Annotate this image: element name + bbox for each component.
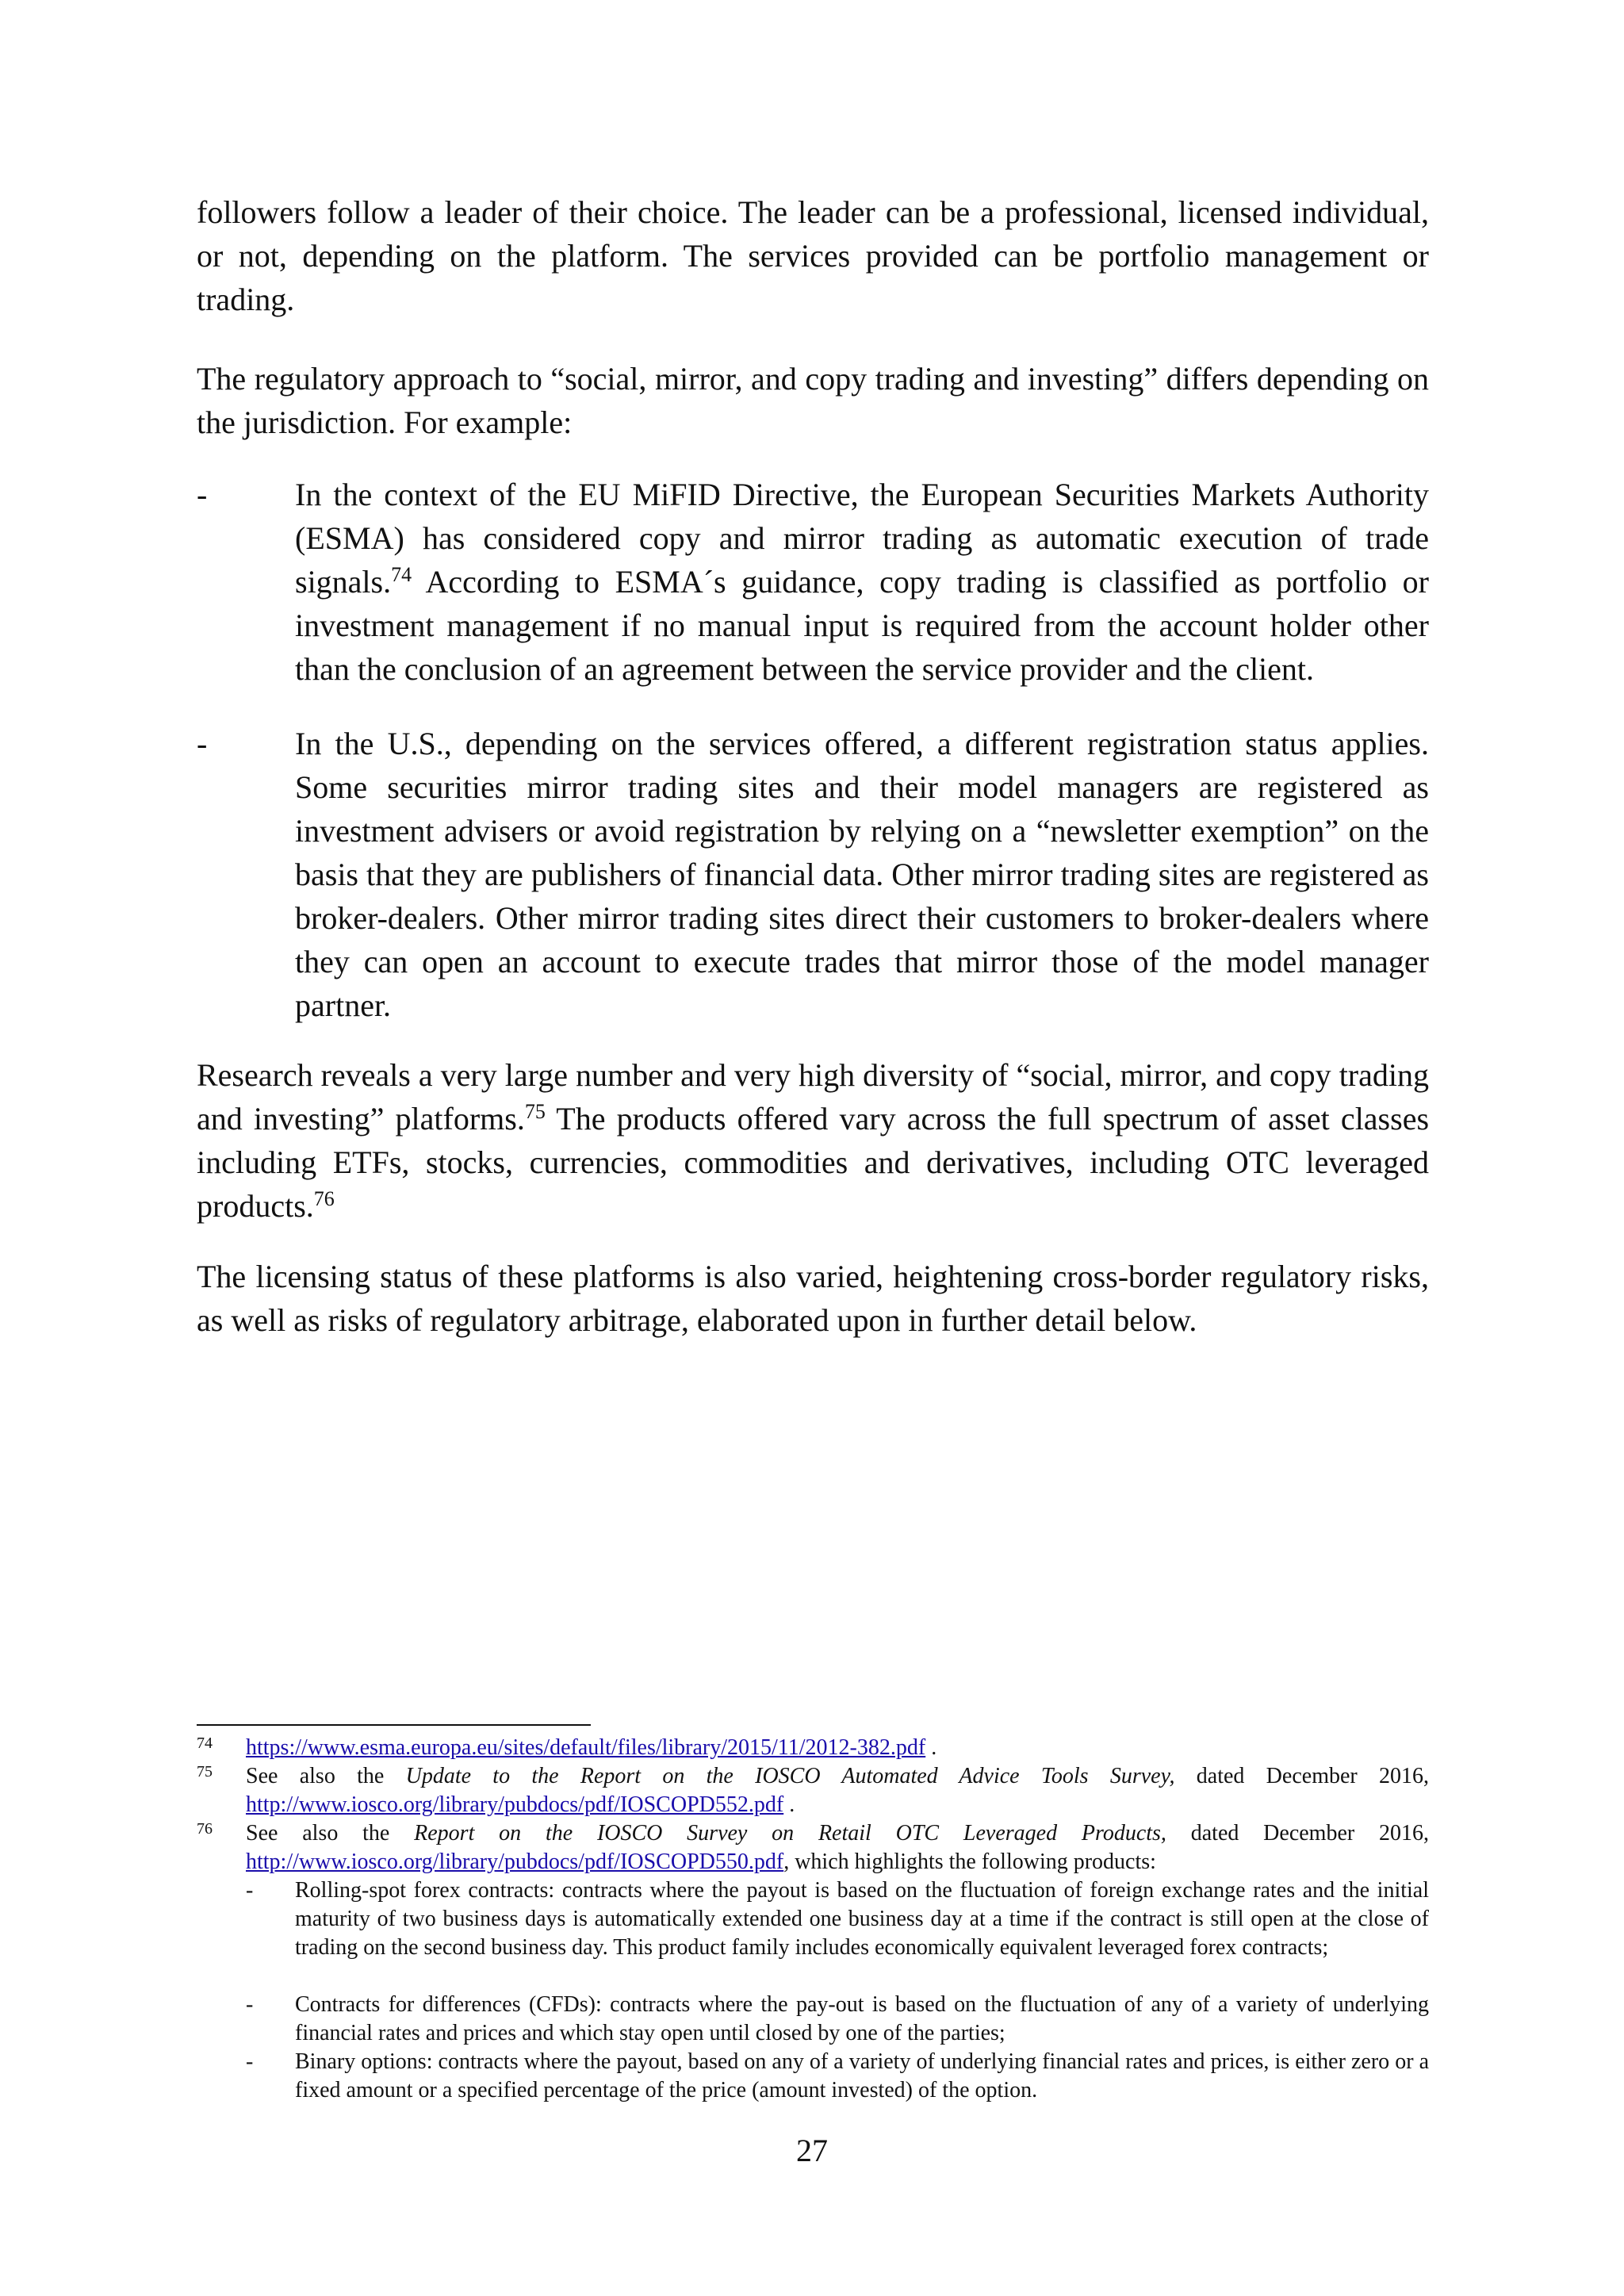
paragraph-4: The licensing status of these platforms is also varied, heightening cross-border regulatory risks, as well as risks of regulatory arbitrage, elaborated upon in further detail below.: [197, 1259, 1429, 1338]
bullet-text-eu-part2: According to ESMA´s guidance, copy trading is classified as portfolio or investment management if no manual input is required from the account holder other than the conclusion of an agreement between the service provider and the client.: [295, 564, 1429, 687]
footnote-tail: .: [783, 1792, 795, 1817]
footnote-number: 76: [197, 1820, 213, 1838]
list-item-text: Binary options: contracts where the payout, based on any of a variety of underlying financial rates and prices, is either zero or a fixed amount or a specified percentage of the price (amount invested) of the option.: [295, 2049, 1429, 2102]
footnote-tail: .: [925, 1735, 937, 1760]
paragraph-3-part1: Research reveals a very large number and very high diversity of “social, mirror, and copy trading and investing” platforms.: [197, 1057, 1429, 1137]
footnote-link[interactable]: https://www.esma.europa.eu/sites/default/files/library/2015/11/2012-382.pdf: [246, 1735, 926, 1760]
footnote-separator: [197, 1724, 591, 1726]
paragraph-1: followers follow a leader of their choice. The leader can be a professional, licensed individual, or not, depending on the platform. The services provided can be portfolio management or trading.: [197, 194, 1429, 317]
footnote-number: 74: [197, 1734, 213, 1752]
paragraph-2: The regulatory approach to “social, mirror, and copy trading and investing” differs depending on the jurisdiction. For example:: [197, 361, 1429, 440]
footnote-ref-76[interactable]: 76: [313, 1187, 335, 1210]
bullet-dash: -: [197, 726, 208, 761]
footnote-text: [246, 1819, 1429, 1876]
footnote-text: [246, 1734, 1429, 1762]
list-dash: -: [246, 1878, 254, 1903]
paragraph-3-part2: The products offered vary across the full spectrum of asset classes including ETFs, stocks, currencies, commodities and derivatives, including OTC leveraged products.: [197, 1101, 1430, 1224]
footnote-pre: See also the: [246, 1821, 415, 1846]
page-number: 27: [796, 2133, 828, 2168]
footnote-number: 75: [197, 1763, 213, 1780]
footnote-pre: See also the: [246, 1764, 406, 1788]
footnote-post: dated December 2016,: [1174, 1764, 1430, 1788]
bullet-text-eu: [295, 473, 1429, 691]
footnote-text: [246, 1762, 1429, 1819]
list-item-text: Rolling-spot forex contracts: contracts where the payout is based on the fluctuation of foreign exchange rates and the initial maturity of two business days is automatically extended one business day at a time if the contract is still open at the close of trading on the second business day. This product family includes economically equivalent leveraged forex contracts;: [295, 1878, 1429, 1960]
list-item-text: Contracts for differences (CFDs): contracts where the pay-out is based on the fluctuation of any of a variety of underlying financial rates and prices and which stay open until closed by one of the parties;: [295, 1992, 1429, 2045]
footnote-ref-75[interactable]: 75: [524, 1100, 546, 1123]
bullet-text-us: In the U.S., depending on the services offered, a different registration status applies. Some securities mirror trading sites and their model managers are registered as investment advisers or avoid registration by relying on a “newsletter exemption” on the basis that they are publishers of financial data. Other mirror trading sites are registered as broker-dealers. Other mirror trading sites direct their customers to broker-dealers where they can open an account to execute trades that mirror those of the model manager partner.: [295, 726, 1429, 1023]
footnote-link[interactable]: http://www.iosco.org/library/pubdocs/pdf/IOSCOPD552.pdf: [246, 1792, 784, 1817]
footnote-link[interactable]: http://www.iosco.org/library/pubdocs/pdf/IOSCOPD550.pdf: [246, 1849, 784, 1874]
list-dash: -: [246, 1992, 254, 2017]
bullet-text-eu-part1: In the context of the EU MiFID Directive, the European Securities Markets Authority (ESMA) has considered copy and mirror trading as automatic execution of trade signals.: [295, 477, 1429, 600]
bullet-dash: -: [197, 477, 208, 512]
footnote-post: dated December 2016,: [1166, 1821, 1429, 1846]
footnote-ref-74[interactable]: 74: [391, 563, 412, 586]
paragraph-3: [197, 1053, 1429, 1228]
footnote-title: Report on the IOSCO Survey on Retail OTC Leveraged Products,: [414, 1821, 1166, 1846]
footnote-tail: , which highlights the following products:: [783, 1849, 1156, 1874]
footnote-title: Update to the Report on the IOSCO Automated Advice Tools Survey,: [405, 1764, 1175, 1788]
list-dash: -: [246, 2049, 254, 2074]
